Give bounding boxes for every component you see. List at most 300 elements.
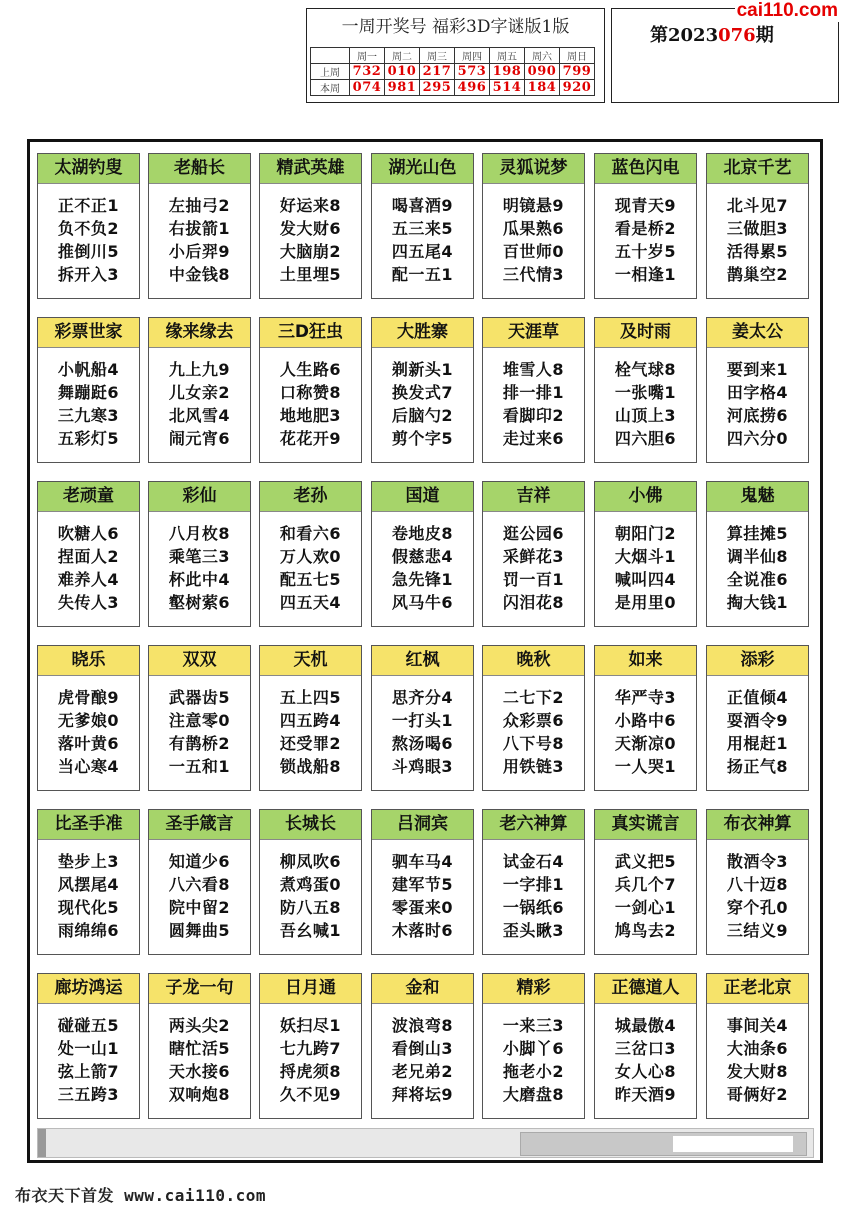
result-number: 010	[385, 64, 420, 80]
riddle-line: 五上四5	[279, 688, 342, 707]
site-logo[interactable]: cai110.com	[736, 0, 838, 21]
riddle-card	[482, 481, 585, 627]
riddle-line: 看倒山3	[391, 1039, 454, 1058]
riddle-card	[148, 153, 251, 299]
riddle-lines	[38, 1014, 139, 1106]
riddle-line: 雨绵绵6	[57, 921, 120, 940]
day-header: 周六	[525, 48, 560, 64]
result-number: 295	[420, 80, 455, 96]
riddle-card-title: 老船长	[149, 154, 250, 184]
riddle-card-title: 添彩	[707, 646, 808, 676]
riddle-line: 斗鸡眼3	[391, 757, 454, 776]
riddle-line: 剪个字5	[391, 429, 454, 448]
riddle-lines	[38, 358, 139, 450]
riddle-line: 落叶黄6	[57, 734, 120, 753]
riddle-line: 大脑崩2	[279, 242, 342, 261]
riddle-card	[706, 645, 809, 791]
riddle-card-title: 北京千艺	[707, 154, 808, 184]
riddle-line: 一锅纸6	[502, 898, 565, 917]
riddle-card-title: 晓乐	[38, 646, 139, 676]
riddle-card-title: 老孙	[260, 482, 361, 512]
riddle-lines	[372, 194, 473, 286]
riddle-line: 拖老小2	[502, 1062, 565, 1081]
riddle-line: 河底捞6	[726, 406, 789, 425]
riddle-card-title: 廊坊鸿运	[38, 974, 139, 1004]
riddle-line: 人生路6	[279, 360, 342, 379]
riddle-line: 小后羿9	[168, 242, 231, 261]
riddle-lines	[260, 522, 361, 614]
riddle-line: 朝阳门2	[614, 524, 677, 543]
result-number: 090	[525, 64, 560, 80]
riddle-card	[259, 973, 362, 1119]
riddle-card	[37, 153, 140, 299]
riddle-card-title: 鬼魅	[707, 482, 808, 512]
riddle-line: 小脚丫6	[502, 1039, 565, 1058]
riddle-line: 喊叫四4	[614, 570, 677, 589]
riddle-lines	[149, 850, 250, 942]
scrollbar-thumb-grip	[673, 1136, 793, 1152]
riddle-card	[594, 809, 697, 955]
riddle-line: 急先锋1	[391, 570, 454, 589]
riddle-line: 一人哭1	[614, 757, 677, 776]
riddle-card-title: 真实谎言	[595, 810, 696, 840]
riddle-line: 五十岁5	[614, 242, 677, 261]
riddle-lines	[483, 686, 584, 778]
riddle-line: 一张嘴1	[614, 383, 677, 402]
riddle-lines	[149, 522, 250, 614]
riddle-line: 散酒令3	[726, 852, 789, 871]
riddle-line: 三岔口3	[614, 1039, 677, 1058]
riddle-line: 四五尾4	[391, 242, 454, 261]
footer-credit: 布衣天下首发 www.cai110.com	[15, 1186, 266, 1205]
riddle-lines	[149, 358, 250, 450]
riddle-line: 右拔箭1	[168, 219, 231, 238]
riddle-line: 城最傲4	[614, 1016, 677, 1035]
riddle-line: 发大财8	[726, 1062, 789, 1081]
riddle-card	[37, 481, 140, 627]
riddle-card-title: 如来	[595, 646, 696, 676]
horizontal-scrollbar[interactable]	[37, 1128, 814, 1158]
riddle-card	[259, 153, 362, 299]
riddle-card	[148, 809, 251, 955]
issue-number	[650, 21, 774, 47]
riddle-line: 弦上箭7	[57, 1062, 120, 1081]
riddle-line: 喝喜酒9	[391, 196, 454, 215]
riddle-card	[148, 317, 251, 463]
riddle-line: 无爹娘0	[57, 711, 120, 730]
riddle-line: 耍酒令9	[726, 711, 789, 730]
riddle-line: 拜将坛9	[391, 1085, 454, 1104]
riddle-line: 土里埋5	[279, 265, 342, 284]
riddle-lines	[149, 686, 250, 778]
result-number: 920	[560, 80, 595, 96]
riddle-card	[594, 153, 697, 299]
riddle-line: 八月枚8	[168, 524, 231, 543]
riddle-line: 要到来1	[726, 360, 789, 379]
riddle-line: 武器齿5	[168, 688, 231, 707]
riddle-line: 注意零0	[168, 711, 231, 730]
riddle-card-title: 晚秋	[483, 646, 584, 676]
riddle-line: 看是桥2	[614, 219, 677, 238]
riddle-line: 扬正气8	[726, 757, 789, 776]
riddle-card-title: 正老北京	[707, 974, 808, 1004]
riddle-line: 一打头1	[391, 711, 454, 730]
riddle-line: 推倒川5	[57, 242, 120, 261]
riddle-lines	[707, 1014, 808, 1106]
riddle-line: 圆舞曲5	[168, 921, 231, 940]
issue-value: 076	[718, 25, 756, 46]
riddle-lines	[372, 358, 473, 450]
riddle-line: 一剑心1	[614, 898, 677, 917]
riddle-lines	[595, 194, 696, 286]
riddle-line: 九上九9	[168, 360, 231, 379]
riddle-line: 失传人3	[57, 593, 120, 612]
riddle-line: 左抽弓2	[168, 196, 231, 215]
riddle-card-title: 吉祥	[483, 482, 584, 512]
table-header-row	[311, 48, 595, 64]
riddle-card-title: 姜太公	[707, 318, 808, 348]
result-number: 184	[525, 80, 560, 96]
riddle-line: 舞蹦跹6	[57, 383, 120, 402]
riddle-line: 现代化5	[57, 898, 120, 917]
riddle-line: 一来三3	[502, 1016, 565, 1035]
riddle-card-title: 国道	[372, 482, 473, 512]
riddle-line: 万人欢0	[279, 547, 342, 566]
lottery-summary-box	[306, 8, 605, 103]
riddle-lines	[260, 358, 361, 450]
riddle-card	[37, 809, 140, 955]
riddle-card-title: 彩票世家	[38, 318, 139, 348]
riddle-line: 大烟斗1	[614, 547, 677, 566]
riddle-lines	[483, 194, 584, 286]
result-number: 981	[385, 80, 420, 96]
riddle-line: 思齐分4	[391, 688, 454, 707]
riddle-lines	[707, 194, 808, 286]
riddle-card	[371, 973, 474, 1119]
riddle-card	[482, 973, 585, 1119]
scrollbar-thumb[interactable]	[520, 1132, 807, 1156]
riddle-line: 山顶上3	[614, 406, 677, 425]
riddle-line: 四五跨4	[279, 711, 342, 730]
riddle-line: 换发式7	[391, 383, 454, 402]
result-number: 573	[455, 64, 490, 80]
riddle-line: 大油条6	[726, 1039, 789, 1058]
day-header: 周三	[420, 48, 455, 64]
riddle-lines	[372, 686, 473, 778]
riddle-line: 煮鸡蛋0	[279, 875, 342, 894]
riddle-line: 北斗见7	[726, 196, 789, 215]
riddle-line: 七九跨7	[279, 1039, 342, 1058]
riddle-lines	[483, 850, 584, 942]
riddle-line: 虎骨酿9	[57, 688, 120, 707]
riddle-card-title: 湖光山色	[372, 154, 473, 184]
table-row	[311, 80, 595, 96]
riddle-card	[482, 317, 585, 463]
riddle-card	[482, 645, 585, 791]
riddle-line: 四五天4	[279, 593, 342, 612]
riddle-card-title: 老顽童	[38, 482, 139, 512]
riddle-card-title: 金和	[372, 974, 473, 1004]
riddle-line: 和看六6	[279, 524, 342, 543]
riddle-line: 负不负2	[57, 219, 120, 238]
riddle-lines	[707, 850, 808, 942]
corner-cell	[311, 48, 350, 64]
riddle-line: 天水接6	[168, 1062, 231, 1081]
riddle-line: 女人心8	[614, 1062, 677, 1081]
riddle-line: 妖扫尽1	[279, 1016, 342, 1035]
riddle-line: 北风雪4	[168, 406, 231, 425]
riddle-line: 地地肥3	[279, 406, 342, 425]
riddle-lines	[595, 1014, 696, 1106]
riddle-line: 后脑勺2	[391, 406, 454, 425]
riddle-line: 明镜悬9	[502, 196, 565, 215]
riddle-line: 中金钱8	[168, 265, 231, 284]
riddle-line: 瓜果熟6	[502, 219, 565, 238]
riddle-line: 碰碰五5	[57, 1016, 120, 1035]
riddle-line: 八六看8	[168, 875, 231, 894]
riddle-line: 华严寺3	[614, 688, 677, 707]
riddle-line: 掏大钱1	[726, 593, 789, 612]
riddle-line: 采鲜花3	[502, 547, 565, 566]
riddle-lines	[149, 1014, 250, 1106]
riddle-lines	[38, 850, 139, 942]
riddle-card	[594, 317, 697, 463]
riddle-lines	[595, 686, 696, 778]
riddle-lines	[38, 194, 139, 286]
riddle-card-title: 灵狐说梦	[483, 154, 584, 184]
riddle-line: 驷车马4	[391, 852, 454, 871]
riddle-line: 一字排1	[502, 875, 565, 894]
riddle-line: 卷地皮8	[391, 524, 454, 543]
riddle-line: 木落时6	[391, 921, 454, 940]
riddle-line: 天渐凉0	[614, 734, 677, 753]
riddle-line: 穿个孔0	[726, 898, 789, 917]
riddle-card-title: 大胜寨	[372, 318, 473, 348]
riddle-line: 两头尖2	[168, 1016, 231, 1035]
riddle-line: 乘笔三3	[168, 547, 231, 566]
riddle-line: 风摆尾4	[57, 875, 120, 894]
riddle-line: 捏面人2	[57, 547, 120, 566]
riddle-card	[37, 317, 140, 463]
riddle-lines	[595, 522, 696, 614]
riddle-line: 事间关4	[726, 1016, 789, 1035]
riddle-card	[706, 973, 809, 1119]
riddle-card-title: 天机	[260, 646, 361, 676]
riddle-line: 试金石4	[502, 852, 565, 871]
riddle-line: 全说准6	[726, 570, 789, 589]
riddle-card	[259, 645, 362, 791]
riddle-line: 熬汤喝6	[391, 734, 454, 753]
riddle-line: 三代情3	[502, 265, 565, 284]
riddle-line: 柳凤吹6	[279, 852, 342, 871]
riddle-lines	[260, 1014, 361, 1106]
riddle-line: 三九寒3	[57, 406, 120, 425]
riddle-card	[148, 645, 251, 791]
riddle-card	[371, 809, 474, 955]
riddle-lines	[483, 358, 584, 450]
riddle-line: 现青天9	[614, 196, 677, 215]
riddle-line: 当心寒4	[57, 757, 120, 776]
riddle-line: 建军节5	[391, 875, 454, 894]
result-number: 799	[560, 64, 595, 80]
riddle-line: 百世师0	[502, 242, 565, 261]
riddle-lines	[707, 686, 808, 778]
riddle-line: 风马牛6	[391, 593, 454, 612]
scroll-left-arrow[interactable]	[38, 1129, 46, 1157]
result-number: 074	[350, 80, 385, 96]
riddle-card-title: 老六神算	[483, 810, 584, 840]
result-number: 732	[350, 64, 385, 80]
riddle-line: 用铁链3	[502, 757, 565, 776]
riddle-card	[594, 973, 697, 1119]
result-number: 217	[420, 64, 455, 80]
riddle-lines	[595, 358, 696, 450]
riddle-line: 有鹊桥2	[168, 734, 231, 753]
riddle-card-title: 天涯草	[483, 318, 584, 348]
page-title: 一周开奖号 福彩3D字谜版1版	[341, 17, 570, 37]
day-header: 周日	[560, 48, 595, 64]
day-header: 周五	[490, 48, 525, 64]
riddle-line: 三做胆3	[726, 219, 789, 238]
riddle-lines	[483, 1014, 584, 1106]
riddle-line: 昨天酒9	[614, 1085, 677, 1104]
riddle-card-title: 三D狂虫	[260, 318, 361, 348]
riddle-lines	[707, 522, 808, 614]
riddle-line: 堆雪人8	[502, 360, 565, 379]
riddle-card-title: 精彩	[483, 974, 584, 1004]
riddle-line: 罚一百1	[502, 570, 565, 589]
riddle-line: 武义把5	[614, 852, 677, 871]
riddle-card	[706, 153, 809, 299]
issue-suffix: 期	[755, 25, 774, 46]
riddle-line: 五三来5	[391, 219, 454, 238]
riddle-line: 吾幺喊1	[279, 921, 342, 940]
riddle-line: 栓气球8	[614, 360, 677, 379]
riddle-line: 久不见9	[279, 1085, 342, 1104]
riddle-card-title: 红枫	[372, 646, 473, 676]
riddle-card	[148, 481, 251, 627]
riddle-line: 双响炮8	[168, 1085, 231, 1104]
riddle-line: 配一五1	[391, 265, 454, 284]
riddle-line: 用棍赶1	[726, 734, 789, 753]
result-number: 496	[455, 80, 490, 96]
riddle-line: 假慈悲4	[391, 547, 454, 566]
riddle-card-title: 布衣神算	[707, 810, 808, 840]
riddle-card-title: 吕洞宾	[372, 810, 473, 840]
riddle-line: 一五和1	[168, 757, 231, 776]
riddle-line: 壑树萦6	[168, 593, 231, 612]
riddle-card	[482, 153, 585, 299]
issue-box	[611, 8, 839, 103]
riddle-line: 四六胆6	[614, 429, 677, 448]
day-header: 周四	[455, 48, 490, 64]
riddle-line: 小帆船4	[57, 360, 120, 379]
riddle-line: 知道少6	[168, 852, 231, 871]
riddle-line: 剃新头1	[391, 360, 454, 379]
riddle-lines	[260, 686, 361, 778]
riddle-line: 还受罪2	[279, 734, 342, 753]
riddle-line: 众彩票6	[502, 711, 565, 730]
riddle-line: 瞎忙活5	[168, 1039, 231, 1058]
riddle-line: 防八五8	[279, 898, 342, 917]
riddle-line: 三五跨3	[57, 1085, 120, 1104]
riddle-card	[371, 317, 474, 463]
riddle-lines	[372, 522, 473, 614]
riddle-line: 闪泪花8	[502, 593, 565, 612]
riddle-card	[706, 317, 809, 463]
riddle-line: 零蛋来0	[391, 898, 454, 917]
riddle-line: 处一山1	[57, 1039, 120, 1058]
riddle-lines	[707, 358, 808, 450]
riddle-line: 难养人4	[57, 570, 120, 589]
riddle-card	[594, 481, 697, 627]
riddle-lines	[38, 522, 139, 614]
riddle-line: 大磨盘8	[502, 1085, 565, 1104]
riddle-line: 逛公园6	[502, 524, 565, 543]
riddle-card	[594, 645, 697, 791]
riddle-line: 锁战船8	[279, 757, 342, 776]
riddle-card	[706, 809, 809, 955]
riddle-card-title: 及时雨	[595, 318, 696, 348]
riddle-line: 排一排1	[502, 383, 565, 402]
row-label: 上周	[311, 64, 350, 80]
riddle-line: 配五七5	[279, 570, 342, 589]
riddle-line: 走过来6	[502, 429, 565, 448]
result-number: 198	[490, 64, 525, 80]
riddle-card	[259, 317, 362, 463]
riddle-card-title: 太湖钓叟	[38, 154, 139, 184]
riddle-card	[37, 645, 140, 791]
riddle-card-title: 比圣手准	[38, 810, 139, 840]
riddle-line: 看脚印2	[502, 406, 565, 425]
riddle-card	[371, 481, 474, 627]
riddle-lines	[149, 194, 250, 286]
riddle-card	[37, 973, 140, 1119]
day-header: 周二	[385, 48, 420, 64]
riddle-card	[371, 153, 474, 299]
riddle-line: 正不正1	[57, 196, 120, 215]
riddle-card-title: 圣手箴言	[149, 810, 250, 840]
riddle-lines	[38, 686, 139, 778]
riddle-line: 算挂摊5	[726, 524, 789, 543]
riddle-line: 哥俩好2	[726, 1085, 789, 1104]
riddle-card-title: 长城长	[260, 810, 361, 840]
riddle-line: 正值倾4	[726, 688, 789, 707]
riddle-line: 发大财6	[279, 219, 342, 238]
riddle-line: 波浪弯8	[391, 1016, 454, 1035]
riddle-card-title: 正德道人	[595, 974, 696, 1004]
riddle-line: 杯此中4	[168, 570, 231, 589]
riddle-card-title: 蓝色闪电	[595, 154, 696, 184]
riddle-card	[259, 809, 362, 955]
riddle-line: 好运来8	[279, 196, 342, 215]
day-header: 周一	[350, 48, 385, 64]
riddle-line: 垫步上3	[57, 852, 120, 871]
riddle-card-title: 精武英雄	[260, 154, 361, 184]
riddle-line: 口称赞8	[279, 383, 342, 402]
riddle-lines	[483, 522, 584, 614]
riddle-card	[148, 973, 251, 1119]
result-number: 514	[490, 80, 525, 96]
riddle-card-title: 彩仙	[149, 482, 250, 512]
riddle-line: 花花开9	[279, 429, 342, 448]
riddle-line: 田字格4	[726, 383, 789, 402]
riddle-card	[482, 809, 585, 955]
riddle-line: 歪头瞅3	[502, 921, 565, 940]
riddle-card-title: 缘来缘去	[149, 318, 250, 348]
riddle-card-title: 日月通	[260, 974, 361, 1004]
table-row	[311, 64, 595, 80]
